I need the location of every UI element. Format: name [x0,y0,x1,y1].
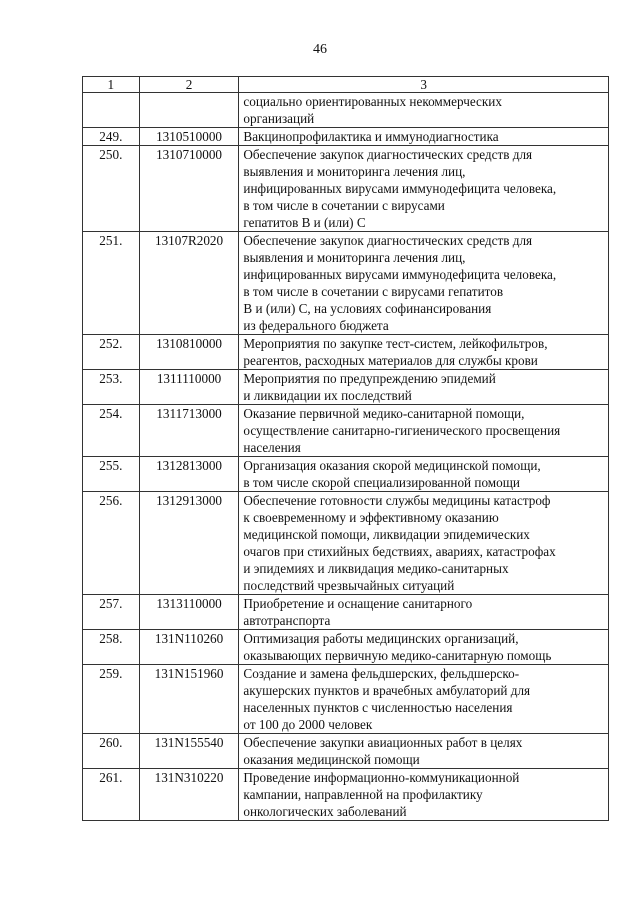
row-number-cell: 258. [83,630,140,665]
table-row [83,457,609,492]
column-header-1: 1 [83,77,140,93]
description-line: Обеспечение закупки авиационных работ в целях [243,735,523,750]
description-line: в том числе в сочетании с вирусами гепатитов [243,284,504,299]
description-line: организаций [243,111,315,126]
row-number-cell: 254. [83,405,140,457]
row-number-cell: 259. [83,665,140,734]
table-row [83,769,609,821]
description-line: Проведение информационно-коммуникационной [243,770,520,785]
row-description-cell [239,492,609,595]
row-code-cell [139,93,239,128]
row-number-cell: 255. [83,457,140,492]
description-line: и эпидемиях и ликвидация медико-санитарных [243,561,509,576]
row-number-cell: 251. [83,232,140,335]
row-number-cell: 256. [83,492,140,595]
continuation-row [83,93,609,128]
description-line: Вакцинопрофилактика и иммунодиагностика [243,129,499,144]
description-line: Приобретение и оснащение санитарного [243,596,473,611]
description-line: к своевременному и эффективному оказанию [243,510,499,525]
table-body [83,77,609,821]
description-line: инфицированных вирусами иммунодефицита человека, [243,267,557,282]
row-description-cell [239,457,609,492]
row-number-cell: 253. [83,370,140,405]
row-description-cell [239,734,609,769]
row-number-cell [83,93,140,128]
description-line: инфицированных вирусами иммунодефицита человека, [243,181,557,196]
row-code-cell: 131N151960 [139,665,239,734]
description-line: осуществление санитарно-гигиенического просвещения [243,423,561,438]
description-line: медицинской помощи, ликвидации эпидемических [243,527,530,542]
row-description-cell [239,665,609,734]
column-header-3: 3 [239,77,609,93]
description-line: выявления и мониторинга лечения лиц, [243,250,466,265]
description-line: последствий чрезвычайных ситуаций [243,578,455,593]
table-row [83,335,609,370]
table-row [83,405,609,457]
row-number-cell: 252. [83,335,140,370]
row-description-cell [239,405,609,457]
description-line: Мероприятия по закупке тест-систем, лейкофильтров, [243,336,548,351]
row-code-cell: 1311110000 [139,370,239,405]
table-row [83,734,609,769]
description-line: реагентов, расходных материалов для службы крови [243,353,538,368]
page-number: 46 [313,42,327,57]
row-code-cell: 1310710000 [139,146,239,232]
description-line: в том числе в сочетании с вирусами [243,198,445,213]
row-code-cell: 1312813000 [139,457,239,492]
description-line: Оптимизация работы медицинских организаций, [243,631,519,646]
table-row [83,595,609,630]
row-description-cell [239,146,609,232]
description-line: в том числе скорой специализированной помощи [243,475,520,490]
row-description-cell [239,630,609,665]
description-line: гепатитов В и (или) С [243,215,366,230]
table-row [83,492,609,595]
table-row [83,232,609,335]
description-line: социально ориентированных некоммерческих [243,94,502,109]
description-line: населенных пунктов с численностью населения [243,700,513,715]
budget-codes-table [82,76,609,821]
row-code-cell: 1310810000 [139,335,239,370]
description-line: очагов при стихийных бедствиях, авариях, катастрофах [243,544,556,559]
description-line: и ликвидации их последствий [243,388,412,403]
table-row [83,370,609,405]
description-line: акушерских пунктов и врачебных амбулаторий для [243,683,531,698]
description-line: автотранспорта [243,613,331,628]
row-number-cell: 261. [83,769,140,821]
row-description-cell [239,335,609,370]
description-line: оказания медицинской помощи [243,752,420,767]
row-code-cell: 1313110000 [139,595,239,630]
row-description-cell [239,232,609,335]
row-code-cell: 131N310220 [139,769,239,821]
row-code-cell: 1310510000 [139,128,239,146]
row-description-cell [239,370,609,405]
table-row [83,146,609,232]
row-number-cell: 260. [83,734,140,769]
description-line: Мероприятия по предупреждению эпидемий [243,371,496,386]
description-line: от 100 до 2000 человек [243,717,373,732]
description-line: Оказание первичной медико-санитарной помощи, [243,406,525,421]
description-line: выявления и мониторинга лечения лиц, [243,164,466,179]
row-description-cell [239,93,609,128]
description-line: онкологических заболеваний [243,804,407,819]
description-line: населения [243,440,301,455]
row-code-cell: 1312913000 [139,492,239,595]
description-line: кампании, направленной на профилактику [243,787,483,802]
row-description-cell [239,128,609,146]
table-row [83,630,609,665]
description-line: Обеспечение готовности службы медицины катастроф [243,493,551,508]
row-number-cell: 249. [83,128,140,146]
description-line: оказывающих первичную медико-санитарную помощь [243,648,552,663]
row-code-cell: 13107R2020 [139,232,239,335]
description-line: Организация оказания скорой медицинской помощи, [243,458,541,473]
description-line: Создание и замена фельдшерских, фельдшерско- [243,666,520,681]
row-code-cell: 131N110260 [139,630,239,665]
description-line: из федерального бюджета [243,318,389,333]
row-number-cell: 250. [83,146,140,232]
row-description-cell [239,595,609,630]
row-description-cell [239,769,609,821]
row-code-cell: 1311713000 [139,405,239,457]
row-code-cell: 131N155540 [139,734,239,769]
table-row [83,128,609,146]
header-row [83,77,609,93]
description-line: В и (или) С, на условиях софинансирования [243,301,492,316]
column-header-2: 2 [139,77,239,93]
table-row [83,665,609,734]
description-line: Обеспечение закупок диагностических средств для [243,147,533,162]
description-line: Обеспечение закупок диагностических средств для [243,233,533,248]
row-number-cell: 257. [83,595,140,630]
